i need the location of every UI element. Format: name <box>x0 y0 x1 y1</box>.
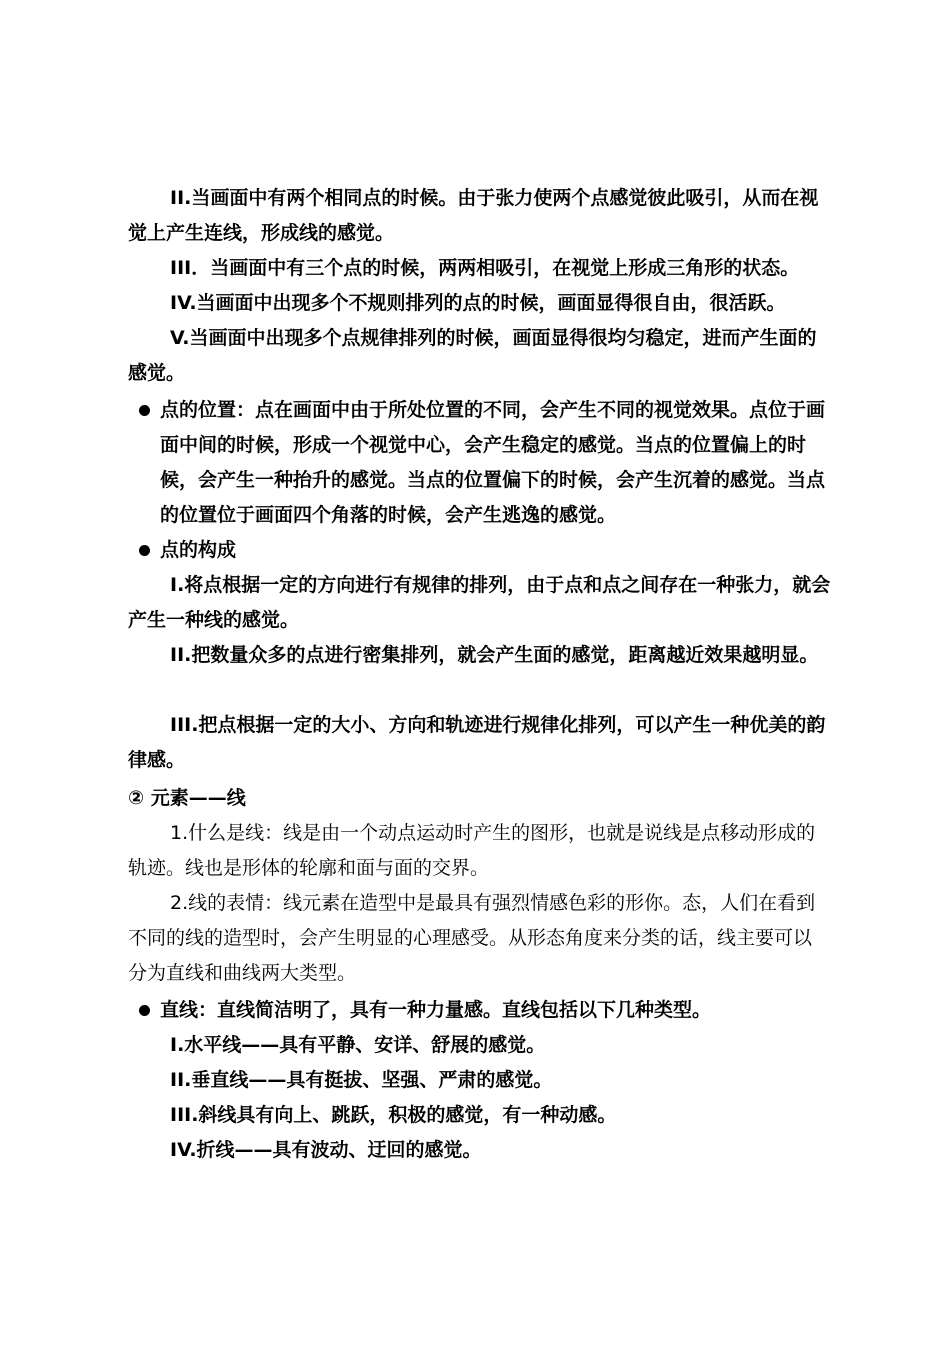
bullet-icon <box>139 1005 150 1016</box>
paragraph-two-points: II.当画面中有两个相同点的时候。由于张力使两个点感觉彼此吸引，从而在视觉上产生连线，形成线的感觉。 <box>128 187 819 244</box>
paragraph-line-expression: 2.线的表情：线元素在造型中是最具有强烈情感色彩的形你。态，人们在看到不同的线的造型时，会产生明显的心理感受。从形态角度来分类的话，线主要可以分为直线和曲线两大类型。 <box>128 892 816 984</box>
paragraph-straight-line: 直线：直线简洁明了，具有一种力量感。直线包括以下几种类型。 <box>160 999 712 1021</box>
paragraph-point-position: 点的位置：点在画面中由于所处位置的不同，会产生不同的视觉效果。点位于画面中间的时候，形成一个视觉中心，会产生稳定的感觉。当点的位置偏上的时候，会产生一种抬升的感觉。当点的位置偏下的时候，会产生沉着的感觉。当点的位置位于画面四个角落的时候，会产生逃逸的感觉。 <box>160 399 826 526</box>
line-type-diagonal: III.斜线具有向上、跳跃，积极的感觉，有一种动感。 <box>170 1104 617 1126</box>
paragraph-three-points: III．当画面中有三个点的时候，两两相吸引，在视觉上形成三角形的状态。 <box>170 257 800 279</box>
line-type-zigzag: IV.折线——具有波动、迂回的感觉。 <box>170 1139 482 1161</box>
paragraph-regular-points: V.当画面中出现多个点规律排列的时候，画面显得很均匀稳定，进而产生面的感觉。 <box>128 327 817 384</box>
section-heading-line: ② 元素——线 <box>128 787 246 809</box>
bullet-icon <box>139 545 150 556</box>
paragraph-irregular-points: IV.当画面中出现多个不规则排列的点的时候，画面显得很自由，很活跃。 <box>170 292 786 314</box>
paragraph-composition-i: I.将点根据一定的方向进行有规律的排列，由于点和点之间存在一种张力，就会产生一种线的感觉。 <box>128 574 831 631</box>
paragraph-composition-ii: II.把数量众多的点进行密集排列，就会产生面的感觉，距离越近效果越明显。 <box>170 644 819 666</box>
line-type-horizontal: I.水平线——具有平静、安详、舒展的感觉。 <box>170 1034 546 1056</box>
bullet-icon <box>139 405 150 416</box>
heading-point-composition: 点的构成 <box>160 539 237 561</box>
paragraph-what-is-line: 1.什么是线：线是由一个动点运动时产生的图形，也就是说线是点移动形成的轨迹。线也是形体的轮廓和面与面的交界。 <box>128 822 816 879</box>
paragraph-composition-iii: III.把点根据一定的大小、方向和轨迹进行规律化排列，可以产生一种优美的韵律感。 <box>128 714 826 771</box>
line-type-vertical: II.垂直线——具有挺拔、坚强、严肃的感觉。 <box>170 1069 553 1091</box>
